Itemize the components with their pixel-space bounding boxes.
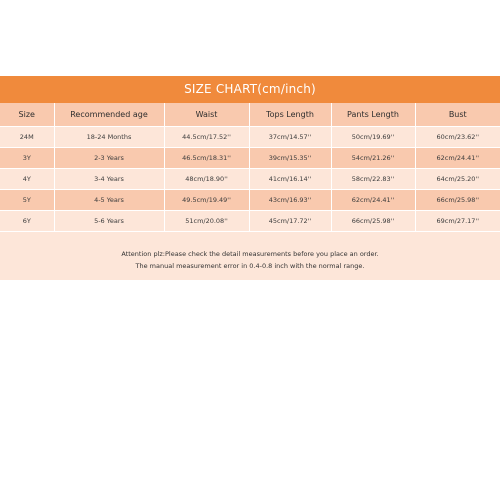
chart-title: SIZE CHART(cm/inch) <box>0 76 500 103</box>
cell-bust: 66cm/25.98'' <box>415 190 500 211</box>
cell-bust: 69cm/27.17'' <box>415 211 500 232</box>
cell-bust: 64cm/25.20'' <box>415 169 500 190</box>
size-table <box>0 103 500 232</box>
cell-bust: 62cm/24.41'' <box>415 148 500 169</box>
cell-pants-length: 50cm/19.69'' <box>331 127 415 148</box>
cell-pants-length: 58cm/22.83'' <box>331 169 415 190</box>
cell-tops-length: 41cm/16.14'' <box>249 169 331 190</box>
cell-recommended-age: 2-3 Years <box>54 148 164 169</box>
note-attention: Attention plz:Please check the detail measurements before you place an order. <box>121 250 379 258</box>
cell-waist: 51cm/20.08'' <box>164 211 249 232</box>
column-header-waist: Waist <box>164 103 249 127</box>
table-row <box>0 169 500 190</box>
cell-size: 24M <box>0 127 54 148</box>
cell-pants-length: 62cm/24.41'' <box>331 190 415 211</box>
table-row <box>0 211 500 232</box>
cell-size: 5Y <box>0 190 54 211</box>
column-header-size: Size <box>0 103 54 127</box>
table-header-row <box>0 103 500 127</box>
cell-size: 6Y <box>0 211 54 232</box>
note-measurement-error: The manual measurement error in 0.4-0.8 inch with the normal range. <box>135 262 365 270</box>
cell-tops-length: 43cm/16.93'' <box>249 190 331 211</box>
table-row <box>0 148 500 169</box>
cell-tops-length: 45cm/17.72'' <box>249 211 331 232</box>
cell-waist: 48cm/18.90'' <box>164 169 249 190</box>
size-chart <box>0 76 500 280</box>
column-header-recommended-age: Recommended age <box>54 103 164 127</box>
notes <box>0 232 500 272</box>
column-header-tops-length: Tops Length <box>249 103 331 127</box>
cell-tops-length: 37cm/14.57'' <box>249 127 331 148</box>
cell-recommended-age: 4-5 Years <box>54 190 164 211</box>
table-row <box>0 127 500 148</box>
column-header-pants-length: Pants Length <box>331 103 415 127</box>
cell-waist: 46.5cm/18.31'' <box>164 148 249 169</box>
column-header-bust: Bust <box>415 103 500 127</box>
cell-pants-length: 54cm/21.26'' <box>331 148 415 169</box>
cell-size: 3Y <box>0 148 54 169</box>
cell-size: 4Y <box>0 169 54 190</box>
cell-pants-length: 66cm/25.98'' <box>331 211 415 232</box>
cell-tops-length: 39cm/15.35'' <box>249 148 331 169</box>
cell-waist: 44.5cm/17.52'' <box>164 127 249 148</box>
cell-bust: 60cm/23.62'' <box>415 127 500 148</box>
cell-waist: 49.5cm/19.49'' <box>164 190 249 211</box>
table-row <box>0 190 500 211</box>
cell-recommended-age: 18-24 Months <box>54 127 164 148</box>
cell-recommended-age: 5-6 Years <box>54 211 164 232</box>
cell-recommended-age: 3-4 Years <box>54 169 164 190</box>
